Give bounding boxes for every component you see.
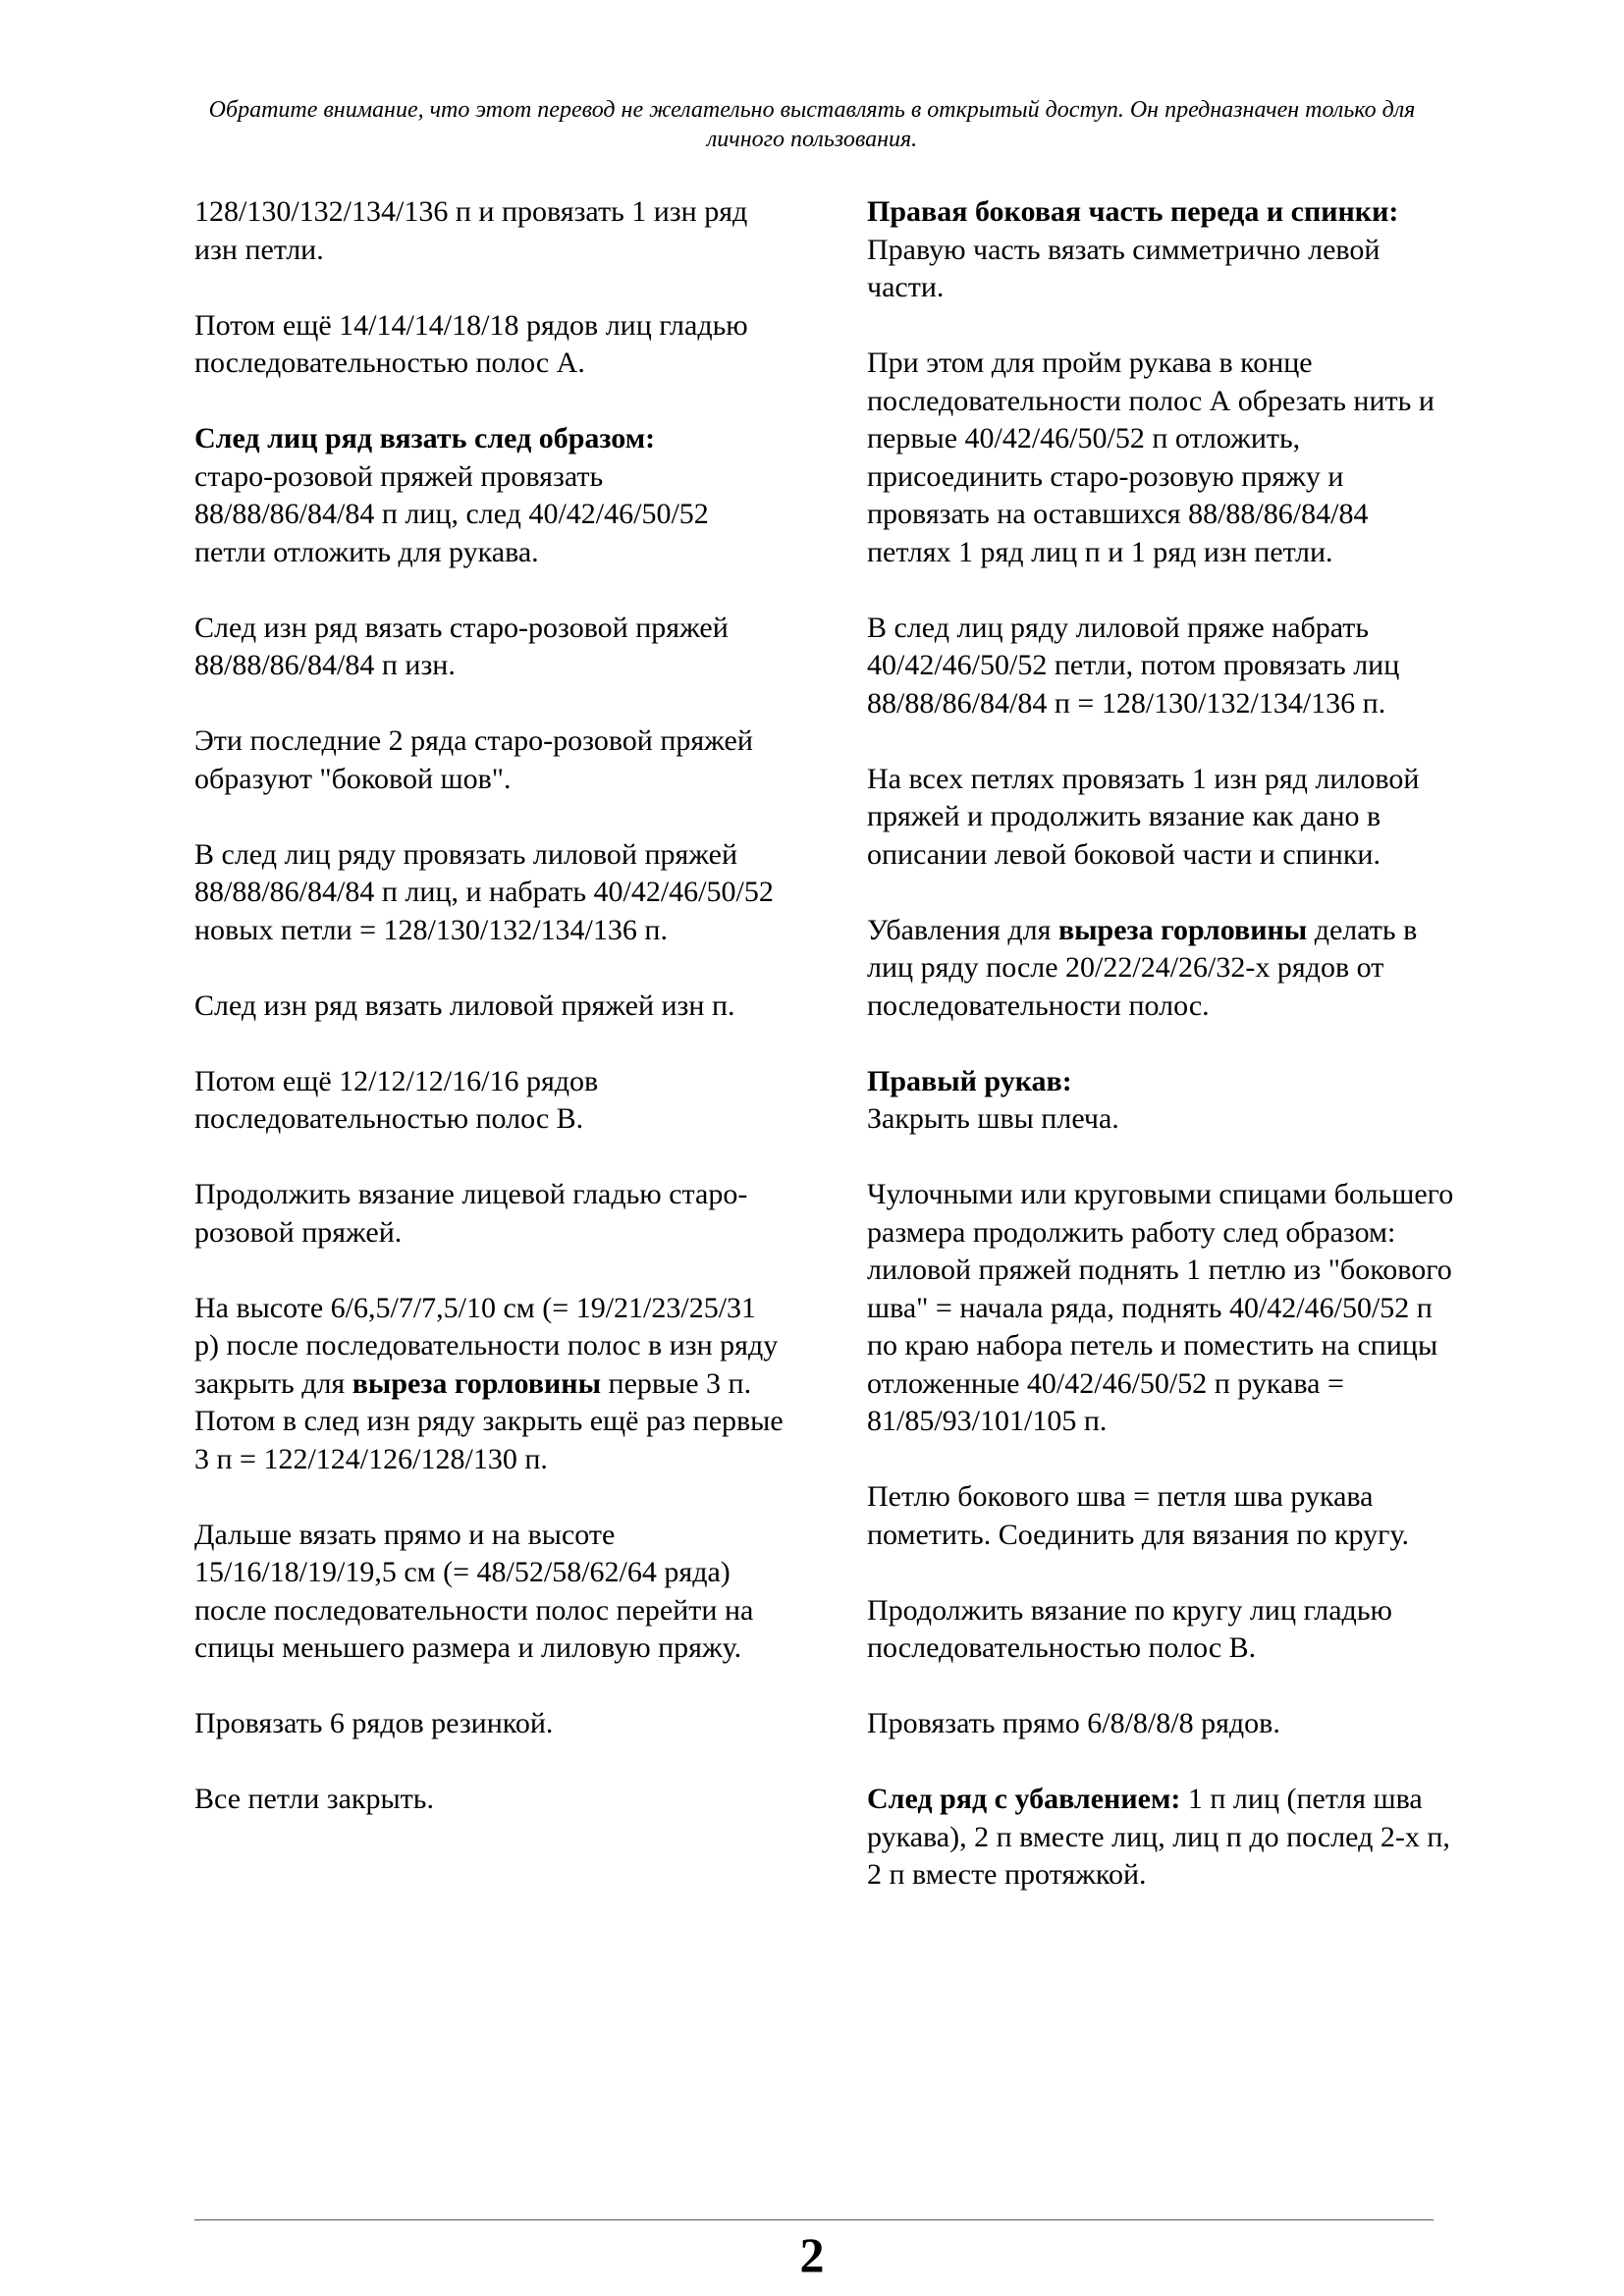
right-column bbox=[867, 193, 1456, 1932]
paragraph-text: Правую часть вязать симметрично левой части. bbox=[867, 233, 1380, 303]
paragraph: Провязать 6 рядов резинкой. bbox=[194, 1707, 554, 1739]
copyright-notice: Обратите внимание, что этот перевод не желательно выставлять в открытый доступ. Он предназначен только для личного пользования. bbox=[208, 97, 1416, 152]
paragraph-text: первые 3 п. Потом в след изн ряду закрыть ещё раз первые 3 п = 122/124/126/128/130 п. bbox=[194, 1366, 784, 1475]
paragraph: При этом для пройм рукава в конце последовательности полос А обрезать нить и первые 40/42/46/50/52 п отложить, присоединить старо-розовую пряжу и провязать на оставшихся 88/88/86/84/84 петлях 1 ряд лиц п и 1 ряд изн петли. bbox=[867, 347, 1435, 568]
bold-term: выреза горловины bbox=[1057, 913, 1308, 946]
paragraph: След изн ряд вязать старо-розовой пряжей 88/88/86/84/84 п изн. bbox=[194, 611, 729, 681]
paragraph-front-row bbox=[194, 420, 784, 571]
paragraph: След изн ряд вязать лиловой пряжей изн п. bbox=[194, 988, 735, 1022]
paragraph: Потом ещё 12/12/12/16/16 рядов последовательностью полос В. bbox=[194, 1064, 599, 1135]
paragraph: Дальше вязать прямо и на высоте 15/16/18/19/19,5 см (= 48/52/58/62/64 ряда) после последовательности полос перейти на спицы меньшего размера и лиловую пряжу. bbox=[194, 1518, 754, 1664]
paragraph-right-sleeve bbox=[867, 1063, 1456, 1139]
bold-term: След ряд с убавлением: bbox=[867, 1783, 1181, 1815]
bold-term: выреза горловины bbox=[352, 1366, 602, 1400]
paragraph-text: Закрыть швы плеча. bbox=[867, 1102, 1119, 1135]
paragraph-right-side bbox=[867, 193, 1456, 307]
subheading: Правая боковая часть переда и спинки: bbox=[867, 195, 1399, 228]
paragraph: В след лиц ряду провязать лиловой пряжей 88/88/86/84/84 п лиц, и набрать 40/42/46/50/52 новых петли = 128/130/132/134/136 п. bbox=[194, 837, 774, 946]
paragraph: Чулочными или круговыми спицами большего размера продолжить работу след образом: лиловой пряжей поднять 1 петлю из "бокового шва" = начала ряда, поднять 40/42/46/50/52 п по краю набора петель и поместить на спицы отложенные 40/42/46/50/52 п рукава = 81/85/93/101/105 п. bbox=[867, 1178, 1454, 1437]
paragraph-neckline-decrease bbox=[867, 912, 1456, 1026]
paragraph: Потом ещё 14/14/14/18/18 рядов лиц гладью последовательностью полос А. bbox=[194, 308, 748, 379]
page-number: 2 bbox=[799, 2227, 825, 2282]
paragraph-text: делать в лиц ряду после 20/22/24/26/32-х рядов от последовательности полос. bbox=[867, 913, 1418, 1022]
paragraph-text: Убавления для bbox=[867, 913, 1052, 946]
paragraph-decrease-row bbox=[867, 1781, 1456, 1895]
paragraph: Все петли закрыть. bbox=[194, 1783, 434, 1815]
paragraph: Петлю бокового шва = петля шва рукава пометить. Соединить для вязания по кругу. bbox=[867, 1480, 1409, 1551]
paragraph: Продолжить вязание лицевой гладью старо-розовой пряжей. bbox=[194, 1178, 748, 1249]
paragraph-text: 1 п лиц (петля шва рукава), 2 п вместе лиц, лиц п до послед 2-х п, 2 п вместе протяжкой. bbox=[867, 1783, 1450, 1891]
paragraph: Эти последние 2 ряда старо-розовой пряжей образуют "боковой шов". bbox=[194, 724, 753, 795]
footer-divider bbox=[194, 2219, 1434, 2220]
paragraph: В след лиц ряду лиловой пряже набрать 40/42/46/50/52 петли, потом провязать лиц 88/88/86/84/84 п = 128/130/132/134/136 п. bbox=[867, 611, 1400, 720]
paragraph-text: старо-розовой пряжей провязать 88/88/86/84/84 п лиц, след 40/42/46/50/52 петли отложить для рукава. bbox=[194, 459, 709, 568]
paragraph: Провязать прямо 6/8/8/8/8 рядов. bbox=[867, 1707, 1280, 1739]
subheading: След лиц ряд вязать след образом: bbox=[194, 422, 656, 454]
subheading: Правый рукав: bbox=[867, 1064, 1072, 1097]
paragraph-neckline bbox=[194, 1290, 784, 1479]
paragraph-text: На высоте 6/6,5/7/7,5/10 см (= 19/21/23/25/31 р) после последовательности полос в изн ряду закрыть для bbox=[194, 1291, 779, 1400]
paragraph: На всех петлях провязать 1 изн ряд лиловой пряжей и продолжить вязание как дано в описании левой боковой части и спинки. bbox=[867, 762, 1420, 871]
left-column bbox=[194, 193, 784, 1856]
paragraph: Продолжить вязание по кругу лиц гладью последовательностью полос В. bbox=[867, 1593, 1392, 1664]
paragraph: 128/130/132/134/136 п и провязать 1 изн ряд изн петли. bbox=[194, 195, 748, 266]
